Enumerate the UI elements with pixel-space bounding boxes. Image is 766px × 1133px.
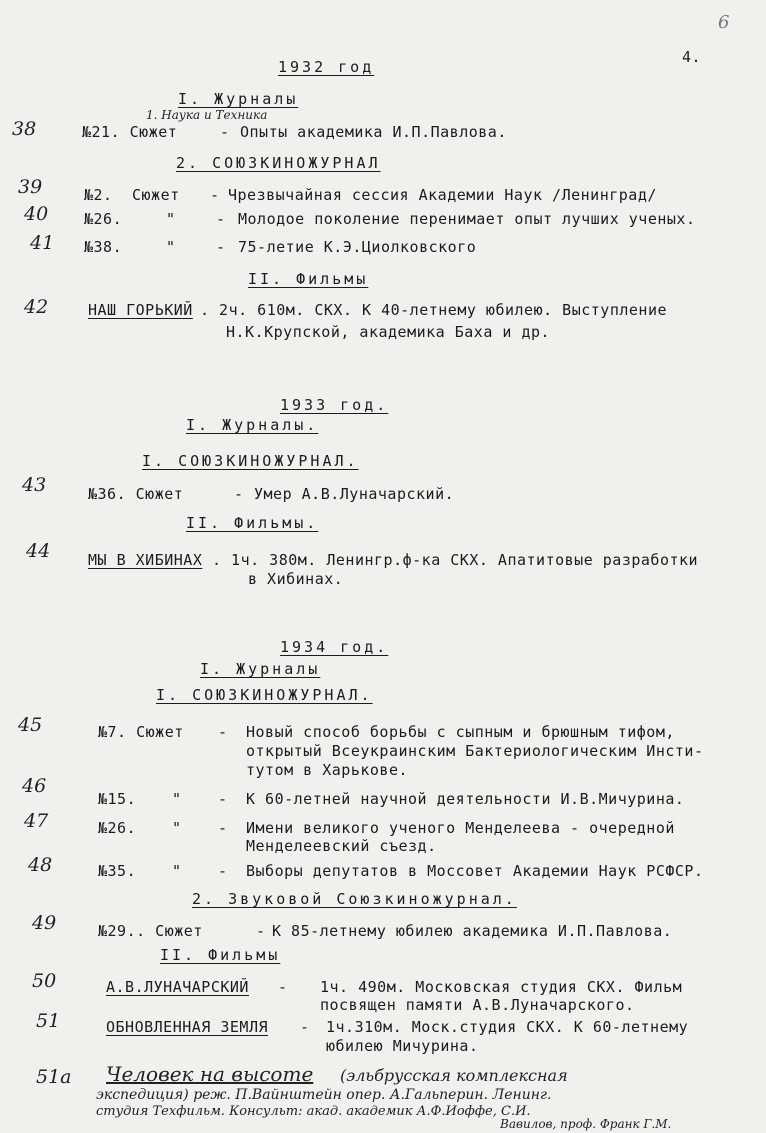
entry-38-description: Опыты академика И.П.Павлова. — [240, 123, 507, 141]
handwritten-line-4: Вавилов, проф. Франк Г.М. — [500, 1117, 672, 1131]
entry-38-dash: - — [220, 123, 230, 141]
entry-48-kind: " — [172, 862, 182, 880]
entry-number-46: 46 — [22, 775, 47, 797]
year-heading-1932: 1932 год — [278, 58, 375, 76]
handwritten-line-2: экспедиция) реж. П.Вайнштейн опер. А.Гальперин. Ленинг. — [96, 1087, 552, 1103]
entry-45-line-1: Новый способ борьбы с сыпным и брюшным тифом, — [246, 723, 675, 741]
journals-heading-1933: I. Журналы. — [186, 416, 319, 434]
entry-number-39: 39 — [18, 176, 43, 198]
entry-48-description: Выборы депутатов в Моссовет Академии Наук РСФСР. — [246, 862, 704, 880]
film-42-line-1: . 2ч. 610м. СКХ. К 40-летнему юбилею. Выступление — [200, 301, 668, 319]
entry-47-dash: - — [218, 819, 228, 837]
film-50-line-1: 1ч. 490м. Московская студия СКХ. Фильм — [320, 978, 683, 996]
entry-number-40: 40 — [24, 203, 49, 225]
entry-43-code: №36. Сюжет — [88, 485, 184, 503]
handwritten-line-1: (эльбрусская комплексная — [340, 1066, 568, 1085]
film-42-title: НАШ ГОРЬКИЙ — [88, 301, 193, 319]
entry-40-kind: " — [166, 210, 176, 228]
entry-number-42: 42 — [24, 296, 49, 318]
film-44-line-2: в Хибинах. — [248, 570, 344, 588]
entry-number-41: 41 — [30, 232, 55, 254]
soyuzkinozhurnal-heading-1933: I. СОЮЗКИНОЖУРНАЛ. — [142, 452, 359, 470]
handwritten-line-3: студия Техфильм. Консульт: акад. академик А.Ф.Иоффе, С.И. — [96, 1104, 531, 1119]
films-heading-1932: II. Фильмы — [248, 270, 369, 288]
entry-46-kind: " — [172, 790, 182, 808]
film-42-line-2: Н.К.Крупской, академика Баха и др. — [226, 323, 551, 341]
entry-45-code: №7. Сюжет — [98, 723, 184, 741]
entry-41-kind: " — [166, 238, 176, 256]
entry-48-dash: - — [218, 862, 228, 880]
entry-40-description: Молодое поколение перенимает опыт лучших ученых. — [238, 210, 696, 228]
entry-43-description: Умер А.В.Луначарский. — [254, 485, 455, 503]
entry-47-line-2: Менделеевский съезд. — [246, 837, 437, 855]
entry-46-code: №15. — [98, 790, 137, 808]
entry-46-dash: - — [218, 790, 228, 808]
film-50-title: А.В.ЛУНАЧАРСКИЙ — [106, 978, 249, 996]
page-number: 4. — [682, 48, 702, 66]
year-heading-1933: 1933 год. — [280, 396, 389, 414]
soyuzkinozhurnal-heading-1934: I. СОЮЗКИНОЖУРНАЛ. — [156, 686, 373, 704]
entry-number-51a: 51а — [36, 1066, 72, 1088]
entry-45-dash: - — [218, 723, 228, 741]
entry-41-dash: - — [216, 238, 226, 256]
entry-46-description: К 60-летней научной деятельности И.В.Мичурина. — [246, 790, 685, 808]
journals-heading-1934: I. Журналы — [200, 660, 321, 678]
film-50-dash: - — [278, 978, 288, 996]
handwritten-insert-nauka-i-tekhnika: 1. Наука и Техника — [146, 108, 268, 122]
entry-number-43: 43 — [22, 474, 47, 496]
entry-41-code: №38. — [84, 238, 123, 256]
film-51-line-2: юбилею Мичурина. — [326, 1037, 479, 1055]
entry-38-code: №21. Сюжет — [82, 123, 178, 141]
entry-48-code: №35. — [98, 862, 137, 880]
entry-number-51: 51 — [36, 1010, 61, 1032]
film-44-title: МЫ В ХИБИНАХ — [88, 551, 203, 569]
entry-number-38: 38 — [12, 118, 37, 140]
entry-49-code: №29.. Сюжет — [98, 922, 203, 940]
year-heading-1934: 1934 год. — [280, 638, 389, 656]
film-51-line-1: 1ч.310м. Моск.студия СКХ. К 60-летнему — [326, 1018, 689, 1036]
entry-49-description: К 85-летнему юбилею академика И.П.Павлова. — [272, 922, 673, 940]
entry-number-44: 44 — [26, 540, 51, 562]
entry-number-45: 45 — [18, 714, 43, 736]
entry-39-dash: - — [210, 186, 220, 204]
film-51-dash: - — [300, 1018, 310, 1036]
film-50-line-2: посвящен памяти А.В.Луначарского. — [320, 996, 635, 1014]
films-heading-1933: II. Фильмы. — [186, 514, 319, 532]
entry-39-kind: Сюжет — [132, 186, 180, 204]
entry-47-kind: " — [172, 819, 182, 837]
entry-number-49: 49 — [32, 912, 57, 934]
entry-49-dash: - — [256, 922, 266, 940]
entry-47-code: №26. — [98, 819, 137, 837]
film-44-line-1: . 1ч. 380м. Ленингр.ф-ка СКХ. Апатитовые разработки — [212, 551, 699, 569]
entry-number-47: 47 — [24, 810, 49, 832]
entry-43-dash: - — [234, 485, 244, 503]
entry-45-line-3: тутом в Харькове. — [246, 761, 409, 779]
entry-41-description: 75-летие К.Э.Циолковского — [238, 238, 477, 256]
entry-number-50: 50 — [32, 970, 57, 992]
film-51-title: ОБНОВЛЕННАЯ ЗЕМЛЯ — [106, 1018, 269, 1036]
corner-pencil-mark: 6 — [718, 12, 730, 33]
entry-40-dash: - — [216, 210, 226, 228]
journals-heading-1932: I. Журналы — [178, 90, 299, 108]
soyuzkinozhurnal-heading-1932: 2. СОЮЗКИНОЖУРНАЛ — [176, 154, 381, 172]
entry-39-code: №2. — [84, 186, 113, 204]
entry-45-line-2: открытый Всеукраинским Бактериологическим Инсти- — [246, 742, 704, 760]
entry-number-48: 48 — [28, 854, 53, 876]
entry-39-description: Чрезвычайная сессия Академии Наук /Ленинград/ — [228, 186, 657, 204]
entry-40-code: №26. — [84, 210, 123, 228]
entry-47-line-1: Имени великого ученого Менделеева - очередной — [246, 819, 675, 837]
zvukovoy-soyuzkinozhurnal-heading: 2. Звуковой Союзкиножурнал. — [192, 890, 517, 908]
films-heading-1934: II. Фильмы — [160, 946, 281, 964]
handwritten-film-title: Человек на высоте — [106, 1062, 314, 1086]
